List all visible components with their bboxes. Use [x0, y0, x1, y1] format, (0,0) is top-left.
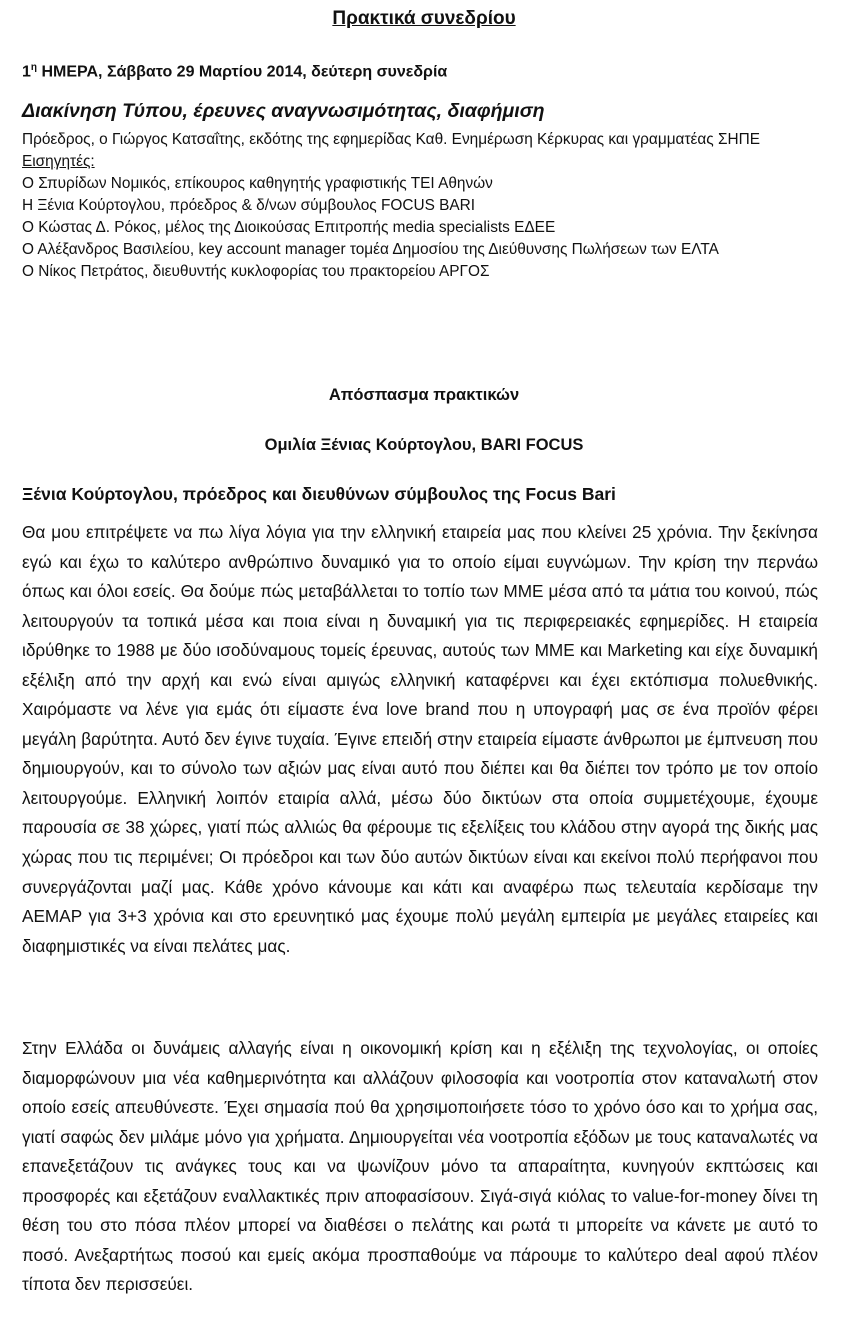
chair-line: Πρόεδρος, ο Γιώργος Κατσαΐτης, εκδότης της εφημερίδας Καθ. Ενημέρωση Κέρκυρας και γραμματέας ΣΗΠΕ — [22, 131, 760, 148]
day-number: 1 — [22, 63, 31, 81]
body-paragraph: Στην Ελλάδα οι δυνάμεις αλλαγής είναι η οικονομική κρίση και η εξέλιξη της τεχνολογίας, οι οποίες διαμορφώνουν μια νέα καθημερινότητα και αλλάζουν φιλοσοφία και νοοτροπία στον καταναλωτή στον οποίο εσείς απευθύνεστε. Έχει σημασία πού θα χρησιμοποιήσετε τόσο το χρόνο όσο και το χρήμα σας, γιατί σαφώς δεν μιλάμε μόνο για χρήματα. Δημιουργείται νέα νοοτροπία εξόδων με τους καταναλωτές να επανεξετάζουν τις ανάγκες τους και να ψωνίζουν μόνο τα απαραίτητα, κυνηγούν εκπτώσεις και προσφορές και εξετάζουν εναλλακτικές πριν αποφασίσουν. Σιγά-σιγά κιόλας το value-for-money δίνει τη θέση του στο πόσα πλέον μπορεί να διαθέσει ο πελάτης και ρωτά τι μπορείτε να κάνετε με αυτό το ποσό. Ανεξαρτήτως ποσού και εμείς ακόμα προσπαθούμε να πάρουμε το καλύτερο deal αφού πλέον τίποτα δεν περισσεύει. — [22, 1038, 818, 1295]
speaker-item: Ο Νίκος Πετράτος, διευθυντής κυκλοφορίας του πρακτορείου ΑΡΓΟΣ — [22, 263, 490, 280]
speaker-line: Ξένια Κούρτογλου, πρόεδρος και διευθύνων σύμβουλος της Focus Bari — [22, 484, 616, 504]
speaker-item: Ο Αλέξανδρος Βασιλείου, key account manager τομέα Δημοσίου της Διεύθυνσης Πωλήσεων των ΕΛΤΑ — [22, 241, 719, 258]
speech-heading: Ομιλία Ξένιας Κούρτογλου, BARI FOCUS — [264, 436, 584, 454]
excerpt-heading: Απόσπασμα πρακτικών — [328, 386, 520, 404]
speakers-label: Εισηγητές: — [22, 153, 95, 170]
speaker-item: Ο Σπυρίδων Νομικός, επίκουρος καθηγητής γραφιστικής ΤΕΙ Αθηνών — [22, 175, 493, 192]
session-participants — [22, 129, 832, 283]
page-title: Πρακτικά συνεδρίου — [332, 8, 516, 29]
body-paragraph: Θα μου επιτρέψετε να πω λίγα λόγια για την ελληνική εταιρεία μας που κλείνει 25 χρόνια. Την ξεκίνησα εγώ και έχω το καλύτερο ανθρώπινο δυναμικό για το οποίο είμαι ευγνώμων. Την κρίση την περνάω όπως και όλοι εσείς. Θα δούμε πώς μεταβάλλεται το τοπίο των ΜΜΕ μέσα από τα μάτια του κοινού, πώς λειτουργούν τα τοπικά μέσα και ποια είναι η δυναμική για τις περιφερειακές εφημερίδες. Η εταιρεία ιδρύθηκε το 1988 με δύο ισοδύναμους τομείς έρευνας, αυτούς των ΜΜΕ και Marketing και είχε δυναμική εξέλιξη από την αρχή και ενώ είναι αμιγώς ελληνική καταφέρνει και έχει εκτόπισμα πολυεθνικής. Χαιρόμαστε να λένε για εμάς ότι είμαστε ένα love brand που η υπογραφή μας σε ένα προϊόν φέρει μεγάλη βαρύτητα. Αυτό δεν έγινε τυχαία. Έγινε επειδή στην εταιρεία είμαστε άνθρωποι με έμπνευση που δημιουργούν, και το σύνολο των αξιών μας είναι αυτό που διέπει και θα διέπει τον τρόπο με τον οποίο λειτουργούμε. Ελληνική λοιπόν εταιρία αλλά, μέσω δύο δικτύων στα οποία συμμετέχουμε, έχουμε παρουσία σε 38 χώρες, γιατί πώς αλλιώς θα φέρουμε τις εξελίξεις του κλάδου στην αγορά της δικής μας χώρας που τις περιμένει; Οι πρόεδροι και των δύο αυτών δικτύων είναι και εκείνοι πολύ περήφανοι που συνεργάζονται μαζί μας. Κάθε χρόνο κάνουμε και κάτι και αναφέρω πως τελευταία κερδίσαμε την ΑΕΜΑΡ για 3+3 χρόνια και στο ερευνητικό μας έχουμε πολύ μεγάλη εμπειρία με μεγάλες εταιρείες και διαφημιστικές να είναι πελάτες μας. — [22, 522, 818, 956]
session-title: Διακίνηση Τύπου, έρευνες αναγνωσιμότητας, διαφήμιση — [22, 100, 545, 122]
session-day-line — [22, 62, 447, 81]
speaker-item: Ο Κώστας Δ. Ρόκος, μέλος της Διοικούσας Επιτροπής media specialists ΕΔΕΕ — [22, 219, 556, 236]
day-superscript: η — [30, 62, 38, 73]
day-details: ΗΜΕΡΑ, Σάββατο 29 Μαρτίου 2014, δεύτερη συνεδρία — [37, 63, 448, 81]
speaker-item: Η Ξένια Κούρτογλου, πρόεδρος & δ/νων σύμβουλος FOCUS BARI — [22, 197, 476, 214]
